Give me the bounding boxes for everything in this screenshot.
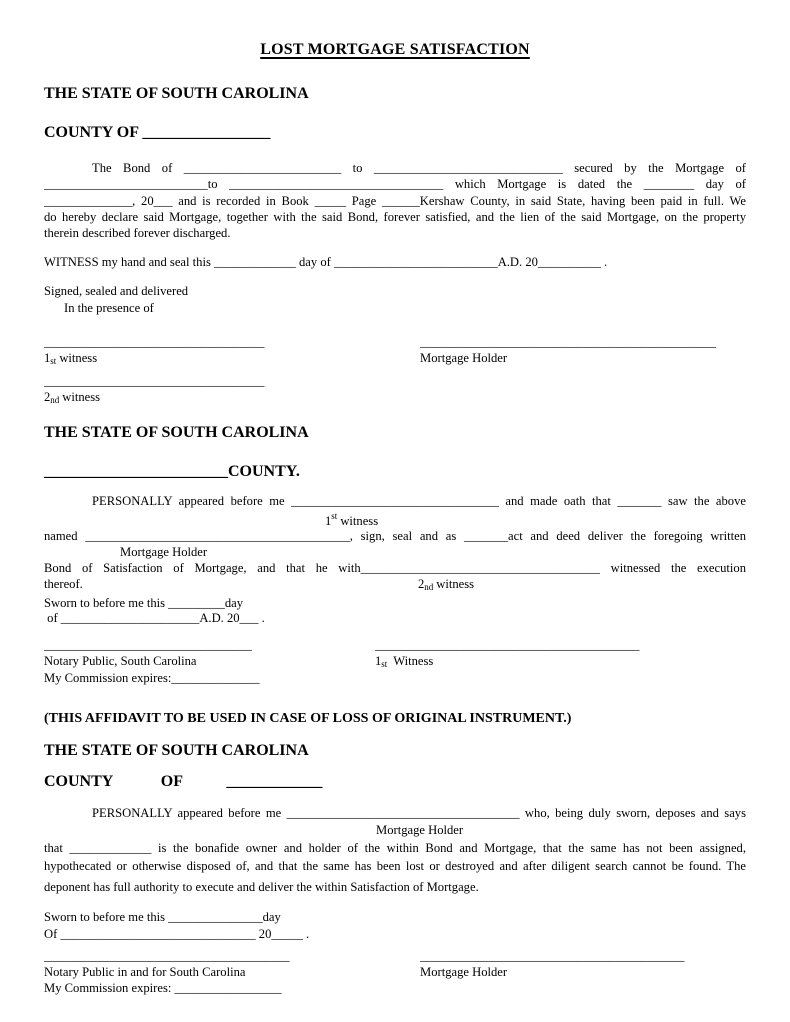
- oath-paragraph-2: [44, 805, 746, 897]
- first-witness-caption: 1st witness: [325, 511, 379, 528]
- notary-signature-line-2: _______________________________________: [44, 948, 290, 963]
- sworn-block-2: [44, 909, 746, 944]
- mortgage-holder-label: Mortgage Holder: [420, 351, 508, 366]
- commission-expires-2: My Commission expires: _________________: [44, 981, 282, 996]
- sworn1-line-2: of ______________________A.D. 20___ .: [44, 611, 265, 626]
- notary-column-1: [44, 637, 375, 686]
- bond-line-4: do hereby declare said Mortgage, together with the said Bond, forever satisfied, and the lien of the said Mortgage, on the property: [44, 209, 746, 224]
- bond-line-2: __________________________to __________________________________ which Mortgage is dated the ________ day of: [44, 177, 746, 192]
- sworn2-line-2: Of _______________________________ 20_____ .: [44, 927, 310, 942]
- bond-line-3: ______________, 20___ and is recorded in Book _____ Page ______Kershaw County, in said State, having been paid in full. We: [44, 193, 746, 208]
- witness-column-notary: [375, 637, 746, 686]
- commission-expires-1: My Commission expires:______________: [44, 670, 260, 685]
- notary-block-2: [44, 948, 746, 997]
- county-line-3: COUNTY OF ____________: [44, 772, 323, 790]
- sworn1-line-1: Sworn to before me this _________day: [44, 595, 244, 610]
- second-witness-label: $2_{nd}$ witness: [44, 390, 101, 406]
- state-heading-3: THE STATE OF SOUTH CAROLINA: [44, 741, 309, 759]
- notary-public-label-2: Notary Public in and for South Carolina: [44, 965, 246, 980]
- witness-signature-line: __________________________________________: [375, 638, 640, 653]
- second-witness-caption: $2_{nd}$ witness: [418, 576, 475, 592]
- first-witness-signature-line: ___________________________________: [44, 334, 265, 349]
- second-witness-signature-line: ___________________________________: [44, 374, 265, 389]
- thereof-line: thereof. $2_{nd}$ witness: [44, 576, 475, 592]
- mortgage-holder-signature-column: [420, 334, 746, 409]
- oath2-line-4: deponent has full authority to execute and deliver the within Satisfaction of Mortgage.: [44, 880, 479, 895]
- notary-signature-line-1: _________________________________: [44, 638, 252, 653]
- sworn2-line-1: Sworn to before me this _______________day: [44, 909, 281, 924]
- witness-signature-column: [44, 334, 420, 409]
- oath2-line-2: that _____________ is the bonafide owner and holder of the within Bond and Mortgage, that the same has not been assigned,: [44, 841, 746, 855]
- mortgage-holder-column-2: [420, 948, 746, 997]
- bond-paragraph: [44, 160, 746, 241]
- oath2-line-3: hypothecated or otherwise disposed of, and that the same has been lost or destroyed and after diligent search cannot be found. The: [44, 858, 746, 873]
- notary-block-1: [44, 637, 746, 686]
- notary-public-label-1: Notary Public, South Carolina: [44, 654, 197, 669]
- mortgage-holder-signature-line: _______________________________________________: [420, 334, 716, 349]
- mortgage-holder-signature-line-2: __________________________________________: [420, 948, 685, 963]
- oath1-line-3: Bond of Satisfaction of Mortgage, and that he with______________________________________ witnessed the execution: [44, 561, 746, 576]
- oath1-line-1: PERSONALLY appeared before me _________________________________ and made oath that _______ saw the above: [92, 493, 746, 508]
- bond-line-5: therein described forever discharged.: [44, 226, 231, 241]
- first-witness-label: $1_{st}$ witness: [44, 351, 98, 367]
- mortgage-holder-label-2: Mortgage Holder: [420, 965, 508, 980]
- title-row: [44, 42, 746, 58]
- oath-paragraph-1: [44, 494, 746, 628]
- mortgage-holder-caption-1: Mortgage Holder: [120, 545, 208, 560]
- county-line-2: _______________________COUNTY.: [44, 462, 300, 480]
- state-heading-2: THE STATE OF SOUTH CAROLINA: [44, 423, 309, 441]
- signed-sealed-line: Signed, sealed and delivered: [44, 284, 189, 299]
- mortgage-holder-caption-2: Mortgage Holder: [376, 823, 464, 838]
- document-title: LOST MORTGAGE SATISFACTION: [260, 41, 530, 58]
- signature-block-1: [44, 334, 746, 409]
- witness-caption-notary: $1_{st}$ Witness: [375, 654, 434, 670]
- oath2-line-1: PERSONALLY appeared before me _____________________________________ who, being duly sworn, deposes and says: [92, 805, 746, 820]
- oath1-line-2: named __________________________________________, sign, seal and as _______act and deed deliver the foregoing written: [44, 529, 746, 544]
- affidavit-note: (THIS AFFIDAVIT TO BE USED IN CASE OF LOSS OF ORIGINAL INSTRUMENT.): [44, 710, 572, 726]
- county-line-1: COUNTY OF ________________: [44, 124, 271, 142]
- bond-line-1: The Bond of _________________________ to ______________________________ secured by the Mortgage of: [92, 161, 746, 176]
- notary-column-2: [44, 948, 420, 997]
- presence-line: In the presence of: [64, 300, 154, 315]
- state-heading-1: THE STATE OF SOUTH CAROLINA: [44, 85, 309, 103]
- county-word: COUNTY.: [228, 462, 300, 480]
- witness-seal-line: WITNESS my hand and seal this _____________ day of __________________________A.D. 20__________ .: [44, 255, 608, 270]
